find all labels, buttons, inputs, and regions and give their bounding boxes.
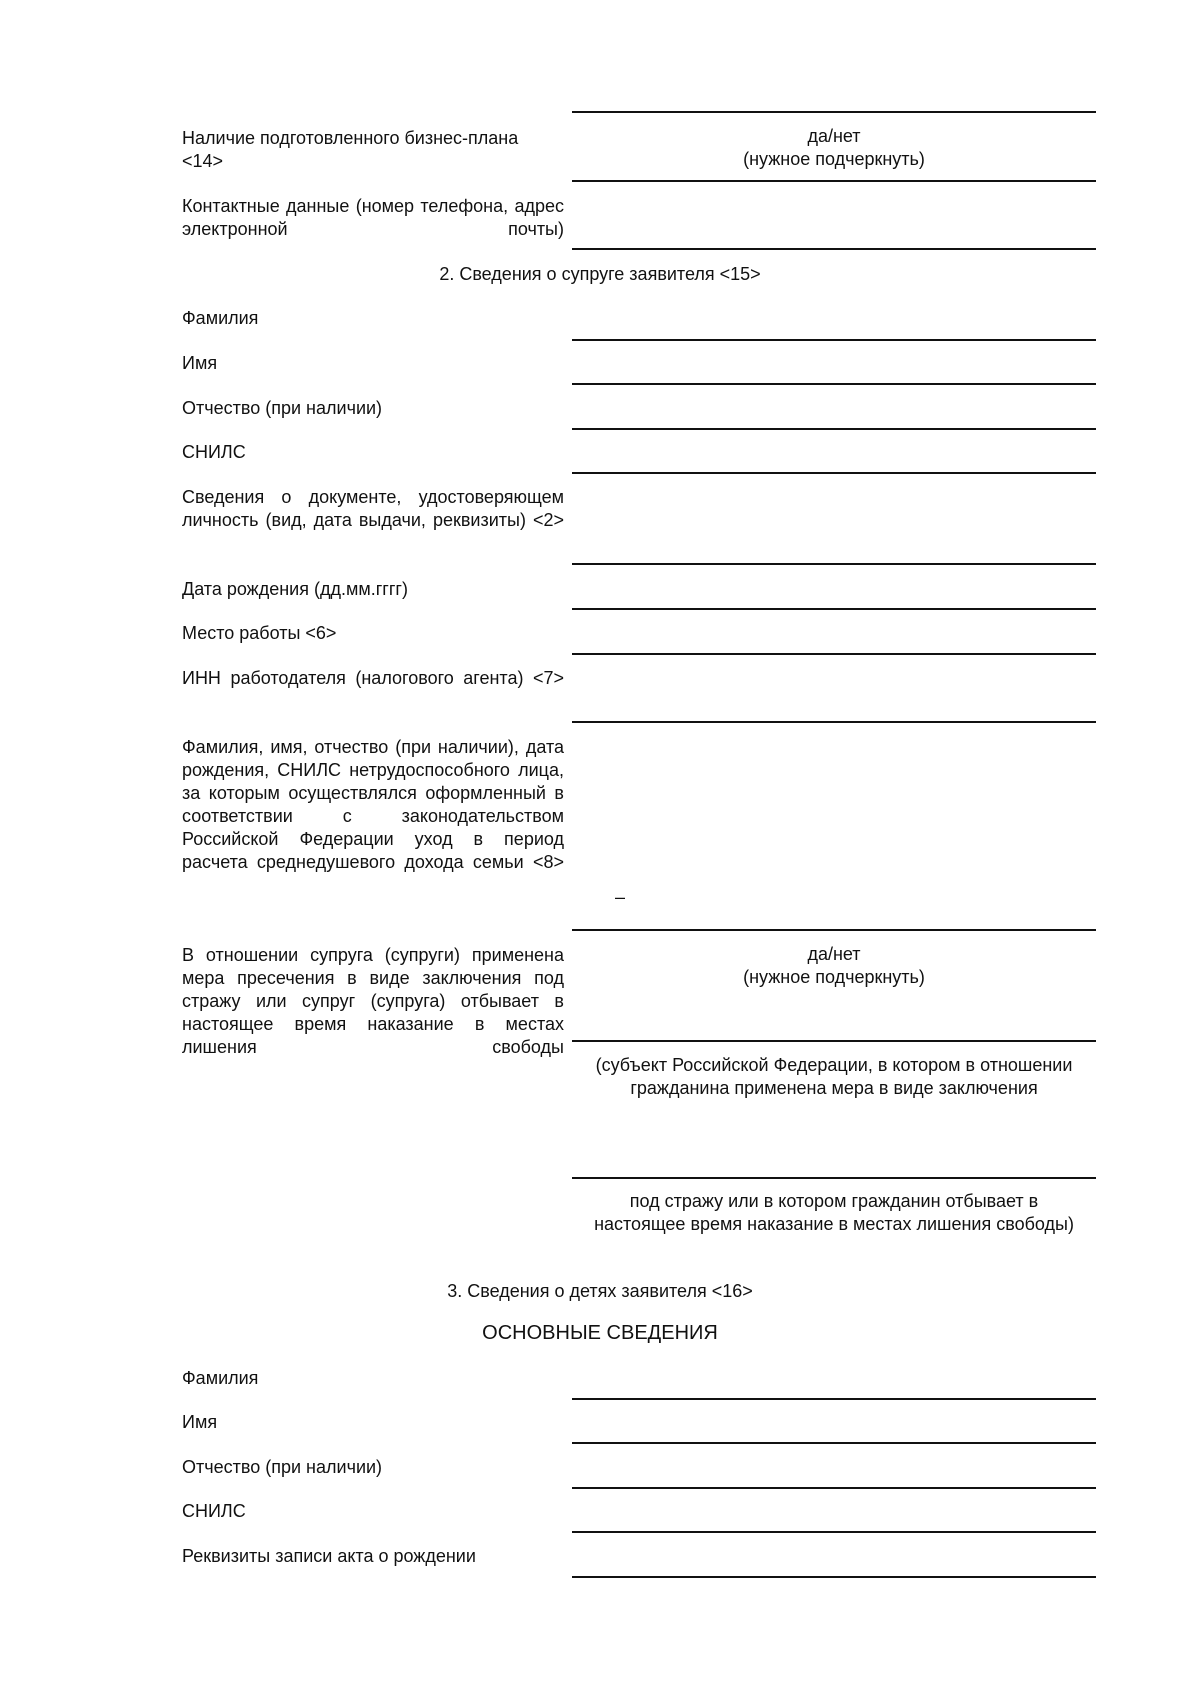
business-plan-line (572, 180, 1096, 182)
spouse-custody-hint: (нужное подчеркнуть) (743, 967, 925, 987)
spouse-care-person-line[interactable] (572, 929, 1096, 931)
spouse-surname-label: Фамилия (182, 308, 259, 328)
spouse-snils-label: СНИЛС (182, 442, 246, 462)
contacts-input-line[interactable] (572, 248, 1096, 250)
spouse-custody-line (572, 1040, 1096, 1042)
business-plan-value[interactable]: да/нет (807, 126, 861, 146)
spouse-birth-date-label: Дата рождения (дд.мм.гггг) (182, 579, 408, 599)
section2-title: 2. Сведения о супруге заявителя <15> (439, 264, 761, 284)
custody-subject-note: (субъект Российской Федерации, в котором в отношении гражданина применена мера в виде заключения (595, 1055, 1073, 1098)
spouse-patronymic-line[interactable] (572, 428, 1096, 430)
business-plan-label: Наличие подготовленного бизнес-плана <14> (182, 128, 519, 171)
child-name-line[interactable] (572, 1442, 1096, 1444)
child-snils-label: СНИЛС (182, 1501, 246, 1521)
spouse-patronymic-label: Отчество (при наличии) (182, 398, 383, 418)
spouse-custody-value[interactable]: да/нет (807, 944, 861, 964)
contacts-label: Контактные данные (номер телефона, адрес электронной почты) (182, 196, 564, 239)
child-name-label: Имя (182, 1412, 218, 1432)
child-snils-line[interactable] (572, 1531, 1096, 1533)
child-birth-record-label: Реквизиты записи акта о рождении (182, 1546, 476, 1566)
custody-subject-line[interactable] (572, 1177, 1096, 1179)
custody-subject-note-cont: под стражу или в котором гражданин отбывает в настоящее время наказание в местах лишения свободы) (594, 1191, 1074, 1234)
spouse-id-document-label: Сведения о документе, удостоверяющем личность (вид, дата выдачи, реквизиты) <2> (182, 487, 564, 530)
spouse-workplace-label: Место работы <6> (182, 623, 337, 643)
spouse-snils-line[interactable] (572, 472, 1096, 474)
spouse-id-document-line[interactable] (572, 563, 1096, 565)
business-plan-top-line (572, 111, 1096, 113)
spouse-care-person-value: – (615, 887, 626, 907)
spouse-care-person-label: Фамилия, имя, отчество (при наличии), дата рождения, СНИЛС нетрудоспособного лица, за которым осуществлялся оформленный в соответствии с законодательством Российской Федерации уход в период расчета среднедушевого дохода семьи <8> (182, 737, 564, 872)
child-birth-record-line[interactable] (572, 1576, 1096, 1578)
section3-title: 3. Сведения о детях заявителя <16> (447, 1281, 753, 1301)
spouse-workplace-line[interactable] (572, 653, 1096, 655)
spouse-employer-inn-label: ИНН работодателя (налогового агента) <7> (182, 668, 564, 688)
spouse-employer-inn-line[interactable] (572, 721, 1096, 723)
spouse-surname-line[interactable] (572, 339, 1096, 341)
child-surname-label: Фамилия (182, 1368, 259, 1388)
business-plan-hint: (нужное подчеркнуть) (743, 149, 925, 169)
child-surname-line[interactable] (572, 1398, 1096, 1400)
spouse-birth-date-line[interactable] (572, 608, 1096, 610)
child-patronymic-line[interactable] (572, 1487, 1096, 1489)
child-patronymic-label: Отчество (при наличии) (182, 1457, 383, 1477)
spouse-name-label: Имя (182, 353, 218, 373)
spouse-custody-label: В отношении супруга (супруги) применена мера пресечения в виде заключения под стражу или супруг (супруга) отбывает в настоящее время наказание в местах лишения свободы (182, 945, 564, 1057)
section3-subtitle: ОСНОВНЫЕ СВЕДЕНИЯ (482, 1322, 718, 1344)
spouse-name-line[interactable] (572, 383, 1096, 385)
